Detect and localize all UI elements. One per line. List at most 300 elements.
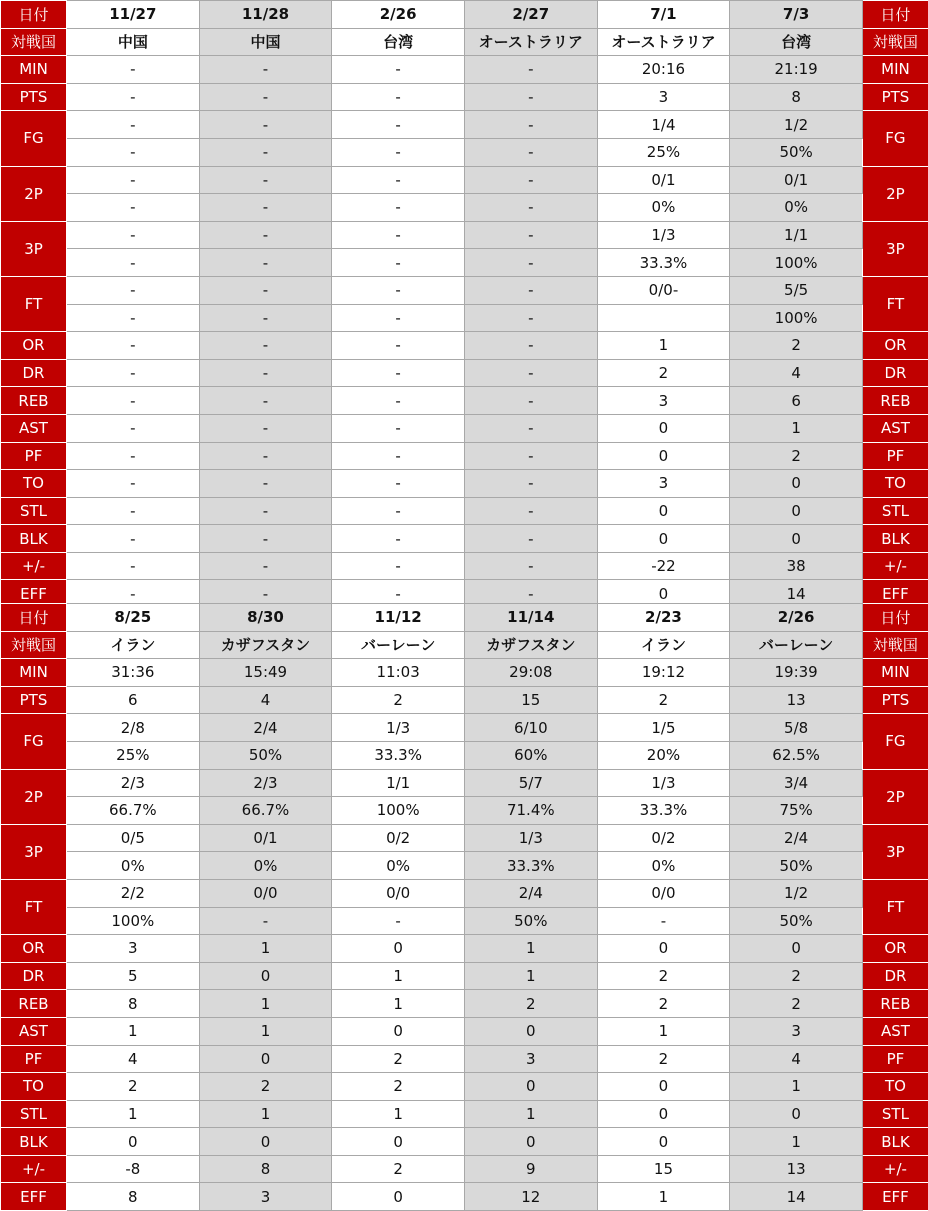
stat-cell: - <box>464 138 597 166</box>
stat-cell: 13 <box>730 686 863 714</box>
stat-cell: 0% <box>67 852 200 880</box>
stat-cell: 2 <box>597 990 730 1018</box>
stat-cell: - <box>332 907 465 935</box>
opponent-cell: 台湾 <box>332 28 465 56</box>
stat-cell: - <box>67 580 200 608</box>
stat-cell: -8 <box>67 1155 200 1183</box>
stat-cell: - <box>199 552 332 580</box>
stat-cell: 2 <box>199 1073 332 1101</box>
stat-cell: - <box>464 249 597 277</box>
stat-row <box>1 221 928 249</box>
row-label: AST <box>1 414 67 442</box>
stat-cell: 12 <box>464 1183 597 1211</box>
stat-cell: - <box>332 470 465 498</box>
stat-cell: 38 <box>730 552 863 580</box>
stat-cell: 20% <box>597 741 730 769</box>
stat-cell: - <box>199 111 332 139</box>
row-label-right: PF <box>862 1045 928 1073</box>
stat-row <box>1 659 928 687</box>
stat-cell: 4 <box>67 1045 200 1073</box>
stat-cell: 2/3 <box>199 769 332 797</box>
stat-cell: 66.7% <box>199 797 332 825</box>
row-label-right: TO <box>862 1073 928 1101</box>
stat-cell: - <box>464 111 597 139</box>
stat-cell: 4 <box>730 1045 863 1073</box>
stat-cell: - <box>332 497 465 525</box>
stat-cell: 0 <box>597 580 730 608</box>
stat-cell: 1 <box>730 1073 863 1101</box>
row-label-right: AST <box>862 414 928 442</box>
stat-cell: 71.4% <box>464 797 597 825</box>
stat-cell: 3 <box>597 470 730 498</box>
stat-cell: 21:19 <box>730 56 863 84</box>
stat-cell: 1 <box>199 990 332 1018</box>
stat-cell: - <box>199 276 332 304</box>
stat-cell: 6 <box>730 387 863 415</box>
stat-cell: 1 <box>332 962 465 990</box>
stat-cell: - <box>464 552 597 580</box>
stat-cell: 0 <box>597 1100 730 1128</box>
stat-cell: 0 <box>730 497 863 525</box>
stat-cell: 1 <box>597 332 730 360</box>
row-label: FT <box>1 879 67 934</box>
stat-cell: 2 <box>730 332 863 360</box>
stat-cell: - <box>67 276 200 304</box>
stat-cell: - <box>199 249 332 277</box>
stat-cell: 14 <box>730 580 863 608</box>
stat-cell: 1/3 <box>597 769 730 797</box>
stat-cell: 33.3% <box>597 249 730 277</box>
stat-row <box>1 387 928 415</box>
stat-cell: 2 <box>730 962 863 990</box>
row-label: 2P <box>1 769 67 824</box>
stat-row <box>1 470 928 498</box>
stat-cell: 0 <box>730 470 863 498</box>
stat-cell: 11:03 <box>332 659 465 687</box>
stat-cell: 4 <box>199 686 332 714</box>
row-label: FT <box>1 276 67 331</box>
stat-cell: 50% <box>730 907 863 935</box>
stat-cell: 1 <box>332 1100 465 1128</box>
stat-cell: 100% <box>730 249 863 277</box>
stat-cell: 14 <box>730 1183 863 1211</box>
stat-cell: 5 <box>67 962 200 990</box>
date-cell: 2/23 <box>597 604 730 632</box>
row-label: STL <box>1 1100 67 1128</box>
row-label-right: 2P <box>862 166 928 221</box>
stat-row <box>1 276 928 304</box>
stat-cell: 0 <box>730 935 863 963</box>
stat-cell: - <box>199 83 332 111</box>
stat-cell: - <box>332 442 465 470</box>
row-label: 3P <box>1 221 67 276</box>
date-cell: 8/30 <box>199 604 332 632</box>
row-label-right: EFF <box>862 1183 928 1211</box>
opponent-cell: バーレーン <box>332 631 465 659</box>
stat-cell: 0 <box>730 525 863 553</box>
stat-cell: - <box>199 470 332 498</box>
stat-cell: - <box>332 359 465 387</box>
stat-cell: - <box>464 414 597 442</box>
stat-cell: 6/10 <box>464 714 597 742</box>
stat-cell: - <box>464 276 597 304</box>
row-label: MIN <box>1 659 67 687</box>
stat-cell: 0 <box>597 442 730 470</box>
stat-cell: - <box>67 56 200 84</box>
stat-cell: 50% <box>199 741 332 769</box>
stat-cell: 9 <box>464 1155 597 1183</box>
row-label: +/- <box>1 1155 67 1183</box>
stat-cell: 15 <box>597 1155 730 1183</box>
stat-cell: - <box>67 138 200 166</box>
stat-row <box>1 497 928 525</box>
row-label-right: TO <box>862 470 928 498</box>
stat-cell: - <box>464 497 597 525</box>
stat-cell: 8 <box>67 1183 200 1211</box>
date-cell: 11/12 <box>332 604 465 632</box>
stat-cell: 1 <box>730 414 863 442</box>
stat-cell: - <box>199 907 332 935</box>
stat-cell: 2/2 <box>67 879 200 907</box>
stat-cell: 0 <box>597 414 730 442</box>
stat-cell: - <box>332 525 465 553</box>
stat-cell: - <box>464 359 597 387</box>
row-label-right: +/- <box>862 552 928 580</box>
stat-cell: 0 <box>332 1017 465 1045</box>
stat-cell: 2/3 <box>67 769 200 797</box>
stat-cell: 2/8 <box>67 714 200 742</box>
stat-cell: 100% <box>730 304 863 332</box>
stat-cell: 25% <box>597 138 730 166</box>
stat-row <box>1 1183 928 1211</box>
stat-cell: - <box>67 525 200 553</box>
stat-cell: -22 <box>597 552 730 580</box>
row-label: EFF <box>1 1183 67 1211</box>
row-label-right: DR <box>862 359 928 387</box>
stat-cell: 3 <box>597 387 730 415</box>
date-cell: 11/27 <box>67 1 200 29</box>
stat-row <box>1 332 928 360</box>
stat-row <box>1 962 928 990</box>
stat-cell: 8 <box>67 990 200 1018</box>
stat-cell: - <box>332 580 465 608</box>
stat-cell: - <box>67 83 200 111</box>
stat-cell: - <box>332 332 465 360</box>
stat-cell: 33.3% <box>597 797 730 825</box>
stat-cell: - <box>67 442 200 470</box>
row-label: REB <box>1 387 67 415</box>
opponent-cell: 中国 <box>199 28 332 56</box>
stat-cell: - <box>199 580 332 608</box>
row-label: OR <box>1 332 67 360</box>
stat-row <box>1 111 928 139</box>
stat-cell: - <box>199 138 332 166</box>
stat-cell: - <box>464 580 597 608</box>
row-label-right: MIN <box>862 56 928 84</box>
stat-cell: - <box>332 83 465 111</box>
stat-row <box>1 769 928 797</box>
stat-cell: - <box>67 111 200 139</box>
row-label-right: PF <box>862 442 928 470</box>
stat-cell: 1/5 <box>597 714 730 742</box>
row-label-right: 2P <box>862 769 928 824</box>
stat-row <box>1 83 928 111</box>
stat-cell: 0/1 <box>199 824 332 852</box>
stat-cell: 100% <box>67 907 200 935</box>
row-label-date: 日付 <box>1 1 67 29</box>
stat-cell: 3 <box>464 1045 597 1073</box>
date-cell: 2/27 <box>464 1 597 29</box>
stat-cell: - <box>67 332 200 360</box>
row-label-right: DR <box>862 962 928 990</box>
opponent-row <box>1 28 928 56</box>
stat-cell: 0% <box>199 852 332 880</box>
stat-cell: 15:49 <box>199 659 332 687</box>
stat-cell: 5/7 <box>464 769 597 797</box>
stat-cell: 2 <box>730 442 863 470</box>
stat-cell: - <box>464 525 597 553</box>
stat-cell: 5/8 <box>730 714 863 742</box>
stat-row <box>1 1100 928 1128</box>
stat-row <box>1 194 928 222</box>
stat-row <box>1 1155 928 1183</box>
stat-cell: 0 <box>597 1128 730 1156</box>
stat-cell: 1/2 <box>730 111 863 139</box>
stat-cell: - <box>67 304 200 332</box>
stat-cell: 50% <box>730 852 863 880</box>
stat-cell: 1/1 <box>730 221 863 249</box>
stat-cell: 0 <box>199 962 332 990</box>
stat-cell: 0/1 <box>597 166 730 194</box>
row-label-right: 3P <box>862 221 928 276</box>
stat-cell: - <box>332 276 465 304</box>
row-label-right: EFF <box>862 580 928 608</box>
stat-row <box>1 741 928 769</box>
row-label: BLK <box>1 1128 67 1156</box>
stat-cell: 0% <box>597 852 730 880</box>
opponent-cell: イラン <box>597 631 730 659</box>
row-label: 3P <box>1 824 67 879</box>
stat-cell: 13 <box>730 1155 863 1183</box>
stat-cell: - <box>67 387 200 415</box>
row-label: TO <box>1 470 67 498</box>
stat-cell: 3 <box>199 1183 332 1211</box>
stat-cell: 1/3 <box>464 824 597 852</box>
row-label-right: FG <box>862 714 928 769</box>
stat-cell: 1 <box>199 935 332 963</box>
stat-cell: 5/5 <box>730 276 863 304</box>
stat-cell: - <box>464 194 597 222</box>
stat-cell: 0/5 <box>67 824 200 852</box>
stat-cell: 1 <box>199 1017 332 1045</box>
stat-cell: 75% <box>730 797 863 825</box>
stat-cell: 0 <box>332 935 465 963</box>
row-label-right: MIN <box>862 659 928 687</box>
stat-row <box>1 824 928 852</box>
date-cell: 7/1 <box>597 1 730 29</box>
row-label-right: 3P <box>862 824 928 879</box>
stat-cell: - <box>199 332 332 360</box>
stat-row <box>1 907 928 935</box>
row-label-right: REB <box>862 387 928 415</box>
stat-cell: - <box>332 414 465 442</box>
stat-cell: - <box>199 414 332 442</box>
row-label-right: PTS <box>862 83 928 111</box>
row-label-opponent: 対戦国 <box>1 28 67 56</box>
stat-row <box>1 1017 928 1045</box>
stat-cell: 2 <box>597 359 730 387</box>
stat-cell: - <box>332 166 465 194</box>
row-label-right: PTS <box>862 686 928 714</box>
stat-cell: 0 <box>332 1128 465 1156</box>
row-label-right: REB <box>862 990 928 1018</box>
stat-row <box>1 359 928 387</box>
stat-row <box>1 249 928 277</box>
stat-cell: - <box>597 907 730 935</box>
stat-row <box>1 1128 928 1156</box>
stat-cell: - <box>464 387 597 415</box>
stat-cell: 15 <box>464 686 597 714</box>
stat-cell: 0 <box>597 1073 730 1101</box>
row-label-opponent: 対戦国 <box>1 631 67 659</box>
stat-cell: - <box>464 470 597 498</box>
stat-cell: - <box>67 166 200 194</box>
stat-cell: - <box>199 497 332 525</box>
stat-cell: 2 <box>597 686 730 714</box>
stat-cell: - <box>199 194 332 222</box>
stat-cell: - <box>464 56 597 84</box>
stat-cell: - <box>199 442 332 470</box>
stat-row <box>1 56 928 84</box>
stat-row <box>1 1045 928 1073</box>
stat-cell: 6 <box>67 686 200 714</box>
stat-cell: 0/2 <box>597 824 730 852</box>
row-label: PF <box>1 1045 67 1073</box>
row-label-right: BLK <box>862 1128 928 1156</box>
stat-cell: 0 <box>199 1045 332 1073</box>
date-cell: 7/3 <box>730 1 863 29</box>
stat-cell: - <box>199 304 332 332</box>
row-label: FG <box>1 111 67 166</box>
opponent-cell: オーストラリア <box>597 28 730 56</box>
opponent-row <box>1 631 928 659</box>
stat-cell: 60% <box>464 741 597 769</box>
stat-cell: 1/4 <box>597 111 730 139</box>
stat-cell: - <box>199 387 332 415</box>
row-label-opponent-right: 対戦国 <box>862 28 928 56</box>
row-label: 2P <box>1 166 67 221</box>
row-label-right: STL <box>862 1100 928 1128</box>
stat-row <box>1 686 928 714</box>
row-label-opponent-right: 対戦国 <box>862 631 928 659</box>
row-label-right: FT <box>862 879 928 934</box>
stat-cell: 0 <box>464 1017 597 1045</box>
stat-cell: - <box>332 304 465 332</box>
stat-cell: - <box>332 387 465 415</box>
stat-cell: 29:08 <box>464 659 597 687</box>
stat-cell: 2 <box>730 990 863 1018</box>
row-label: AST <box>1 1017 67 1045</box>
stat-cell: 1 <box>67 1100 200 1128</box>
stat-cell: - <box>67 359 200 387</box>
stat-cell: - <box>332 249 465 277</box>
stat-cell: 50% <box>464 907 597 935</box>
stat-cell: 1 <box>597 1017 730 1045</box>
stat-row <box>1 852 928 880</box>
date-cell: 8/25 <box>67 604 200 632</box>
stat-cell: 0 <box>597 497 730 525</box>
stat-cell: 1 <box>730 1128 863 1156</box>
opponent-cell: 台湾 <box>730 28 863 56</box>
stat-cell: 0 <box>464 1128 597 1156</box>
stat-row <box>1 990 928 1018</box>
stat-cell: 20:16 <box>597 56 730 84</box>
stat-cell: - <box>199 525 332 553</box>
stat-cell: 2/4 <box>464 879 597 907</box>
stat-cell <box>597 304 730 332</box>
row-label-right: FG <box>862 111 928 166</box>
stat-cell: 19:12 <box>597 659 730 687</box>
stat-cell: 8 <box>199 1155 332 1183</box>
stat-cell: 2 <box>67 1073 200 1101</box>
row-label-right: OR <box>862 935 928 963</box>
stat-row <box>1 166 928 194</box>
stat-row <box>1 797 928 825</box>
date-row <box>1 604 928 632</box>
stat-cell: - <box>199 56 332 84</box>
stat-cell: - <box>332 138 465 166</box>
stat-cell: - <box>464 221 597 249</box>
opponent-cell: 中国 <box>67 28 200 56</box>
opponent-cell: カザフスタン <box>464 631 597 659</box>
stat-cell: - <box>332 111 465 139</box>
opponent-cell: バーレーン <box>730 631 863 659</box>
row-label-right: STL <box>862 497 928 525</box>
date-cell: 11/28 <box>199 1 332 29</box>
stat-cell: 50% <box>730 138 863 166</box>
stat-cell: 4 <box>730 359 863 387</box>
stat-cell: 2 <box>597 962 730 990</box>
row-label: PTS <box>1 83 67 111</box>
row-label-right: BLK <box>862 525 928 553</box>
stat-cell: - <box>67 221 200 249</box>
row-label: BLK <box>1 525 67 553</box>
stat-cell: 0 <box>464 1073 597 1101</box>
stat-cell: - <box>332 552 465 580</box>
stat-cell: 2 <box>332 1155 465 1183</box>
stat-cell: - <box>464 304 597 332</box>
row-label-date-right: 日付 <box>862 1 928 29</box>
stat-cell: 66.7% <box>67 797 200 825</box>
date-cell: 2/26 <box>730 604 863 632</box>
opponent-cell: カザフスタン <box>199 631 332 659</box>
stat-cell: 0% <box>332 852 465 880</box>
row-label: PF <box>1 442 67 470</box>
stat-cell: 2 <box>597 1045 730 1073</box>
stat-cell: 19:39 <box>730 659 863 687</box>
stat-cell: - <box>67 194 200 222</box>
stat-row <box>1 138 928 166</box>
opponent-cell: オーストラリア <box>464 28 597 56</box>
stat-row <box>1 525 928 553</box>
stat-cell: 3 <box>597 83 730 111</box>
stat-row <box>1 414 928 442</box>
row-label-date: 日付 <box>1 604 67 632</box>
opponent-cell: イラン <box>67 631 200 659</box>
stat-cell: - <box>67 497 200 525</box>
stat-cell: 1 <box>464 962 597 990</box>
stat-cell: - <box>332 56 465 84</box>
